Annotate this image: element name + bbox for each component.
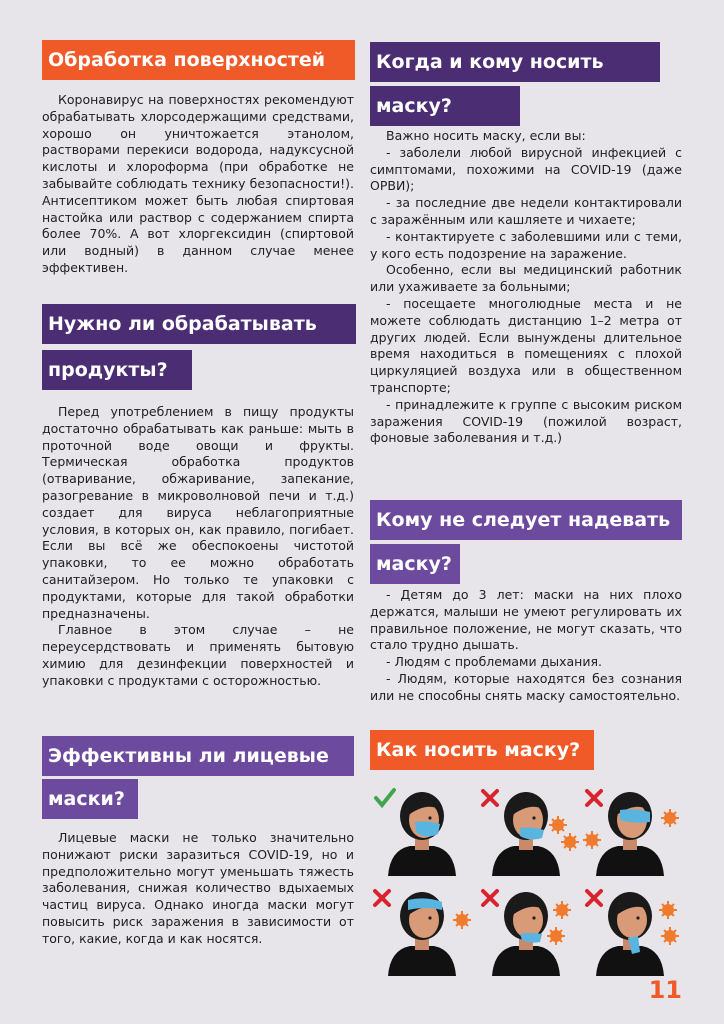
illustration-wrong-hanging — [587, 891, 679, 976]
list-item: - посещаете многолюдные места и не можете соблюдать дистанцию 1–2 метра от других людей. Если вынуждены длительное время находиться в помещениях с плохой циркуляцией воздуха или в общественном транспорте; — [370, 295, 682, 395]
cross-icon — [483, 891, 497, 905]
list-item: - Людям с проблемами дыхания. — [386, 654, 602, 670]
list-item: - Людям, которые находятся без сознания или не способны снять маску самостоятельно. — [370, 670, 682, 703]
mask-illustrations — [370, 780, 682, 980]
heading-how-wear: Как носить маску? — [370, 730, 594, 770]
heading-who-not-line1: Кому не следует надевать — [370, 500, 682, 540]
cross-icon — [587, 891, 601, 905]
paragraph-products-1: Перед употреблением в пищу продукты достаточно обрабатывать как раньше: мыть в проточной воде овощи и фрукты. Термическая обработка продуктов (отваривание, обжаривание, запекание, разогревание в микроволновой печи и т.д.) создает для вируса неблагоприятные условия, в которых он, как правило, погибает. Если вы всё же обеспокоены чистотой упаковки, то ее можно обработать санитайзером. Но только те упаковки с продуктами, которые для такой обработки предназначены. — [42, 404, 354, 621]
illustration-wrong-forehead — [375, 891, 471, 976]
list-item: - за последние две недели контактировали с заражённым или кашляете и чихаете; — [370, 195, 682, 227]
cross-icon — [483, 791, 497, 805]
list-item: Важно носить маску, если вы: — [386, 128, 586, 143]
page-number: 11 — [648, 976, 682, 1004]
illustration-correct — [376, 790, 456, 876]
list-who-not — [370, 587, 682, 705]
check-icon — [376, 790, 394, 805]
list-item: - заболели любой вирусной инфекцией с симптомами, похожими на COVID-19 (даже ОРВИ); — [370, 144, 682, 194]
illustration-wrong-chin — [483, 891, 571, 976]
list-item: - контактируете с заболевшими или с теми, у кого есть подозрение на заражение. — [370, 228, 682, 261]
list-item: Особенно, если вы медицинский работник или ухаживаете за больными; — [370, 262, 682, 295]
list-item: - Детям до 3 лет: маски на них плохо держатся, малыши не умеют регулировать их правильное положение, не могут сказать, что стало трудно дышать. — [370, 587, 682, 653]
illustration-wrong-nose — [483, 791, 579, 876]
heading-who-not-line2: маску? — [370, 544, 460, 584]
paragraph-products-2: Главное в этом случае – не переусердствовать и применять бытовую химию для дезинфекции поверхностей и упаковки с продуктами с осторожностью. — [42, 622, 354, 688]
cross-icon — [587, 791, 601, 805]
illustration-wrong-eyes — [583, 791, 679, 876]
heading-products-line2: продукты? — [42, 350, 192, 390]
paragraph-masks-effective: Лицевые маски не только значительно понижают риски заразиться COVID-19, но и предположительно могут уменьшать тяжесть заболевания, снижая количество вдыхаемых частиц вируса. Однако иногда маски могут повысить риск заражения в зависимости от того, какие, когда и как носятся. — [42, 830, 354, 946]
heading-when-mask-line2: маску? — [370, 86, 520, 126]
paragraph-surfaces: Коронавирус на поверхностях рекомендуют обрабатывать хлорсодержащими средствами, хорошо он уничтожается этанолом, растворами перекиси водорода, надуксусной кислоты и хлороформа (при обработке не забывайте соблюдать технику безопасности!). Антисептиком может быть любая спиртовая настойка или раствор с содержанием спирта более 70%. А вот хлоргексидин (спиртовой или водный) в данном случае менее эффективен. — [42, 92, 354, 275]
list-item: - принадлежите к группе с высоким риском заражения COVID-19 (пожилой возраст, фоновые заболевания и т.д.) — [370, 396, 682, 446]
heading-masks-effective-line2: маски? — [42, 779, 138, 819]
heading-products-line1: Нужно ли обрабатывать — [42, 304, 356, 344]
heading-when-mask-line1: Когда и кому носить — [370, 42, 660, 82]
paragraph-products — [42, 404, 354, 690]
mask-illustrations-svg — [370, 780, 682, 980]
list-when-mask — [370, 128, 682, 447]
cross-icon — [375, 891, 389, 905]
heading-surfaces: Обработка поверхностей — [42, 40, 355, 80]
heading-masks-effective-line1: Эффективны ли лицевые — [42, 736, 354, 776]
